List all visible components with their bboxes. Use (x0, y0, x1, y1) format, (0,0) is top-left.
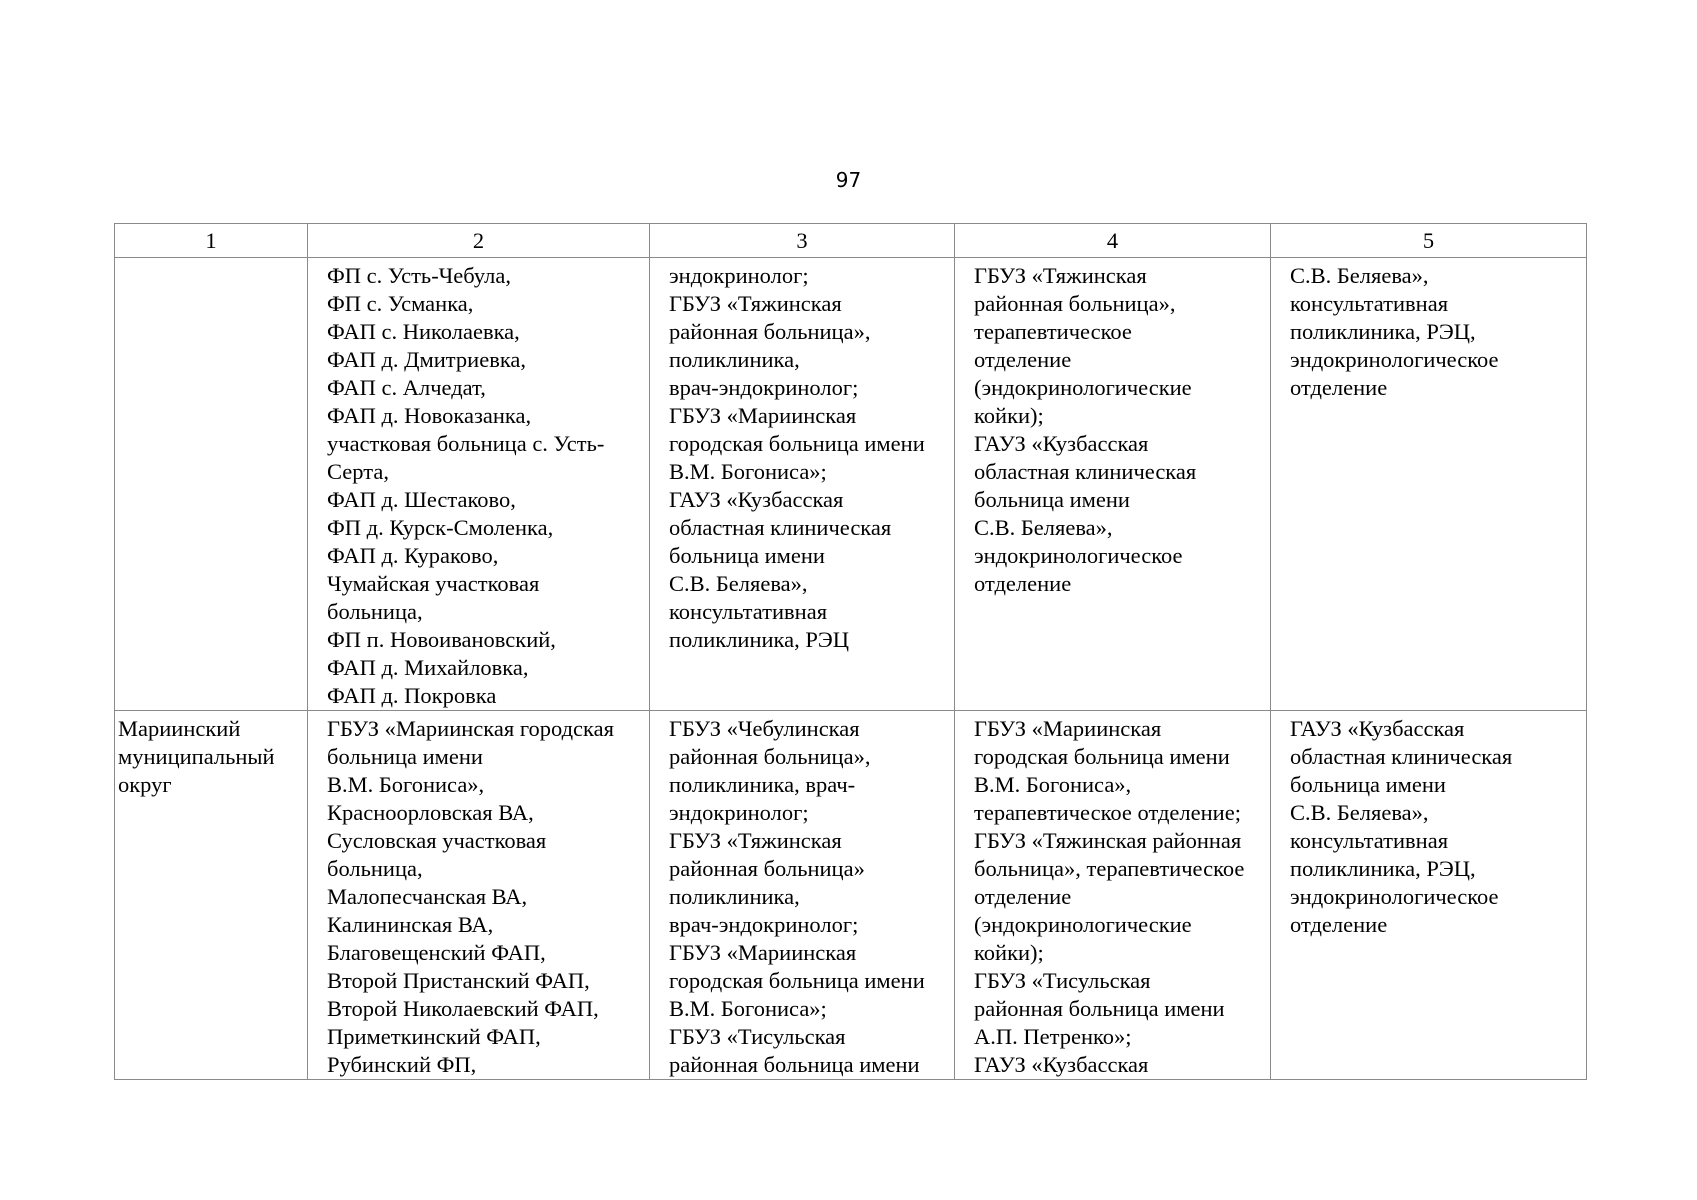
cell-text-line: Калининская ВА, (327, 912, 494, 937)
table-row (115, 711, 1587, 1080)
cell-text-line: районная больница», (669, 744, 871, 769)
cell-text-line: терапевтическое (974, 319, 1132, 344)
cell-text-line: койки); (974, 940, 1044, 965)
cell-text-line: ГБУЗ «Мариинская (669, 940, 857, 965)
cell-text-line: районная больница», (974, 291, 1176, 316)
cell-text-line: эндокринолог; (669, 263, 809, 288)
cell-text-line: поликлиника, (669, 884, 800, 909)
cell-text-line: эндокринологическое (1290, 347, 1499, 372)
cell-text-line: ГБУЗ «Тисульская (669, 1024, 846, 1049)
table-header-row (115, 224, 1587, 258)
cell-text-line: отделение (1290, 375, 1388, 400)
cell-text-line: врач-эндокринолог; (669, 912, 859, 937)
cell-text-line: (эндокринологические (974, 375, 1192, 400)
cell-text-line: поликлиника, РЭЦ, (1290, 856, 1476, 881)
cell-text-line: больница, (327, 856, 423, 881)
cell-text-line: городская больница имени (974, 744, 1230, 769)
cell-text-line: С.В. Беляева», (1290, 263, 1429, 288)
cell-text-line: поликлиника, РЭЦ (669, 627, 849, 652)
cell-text-line: ГАУЗ «Кузбасская (974, 431, 1149, 456)
cell-text-line: Чумайская участковая (327, 571, 540, 596)
cell-text-line: Красноорловская ВА, (327, 800, 534, 825)
cell-text-line: отделение (974, 571, 1072, 596)
cell-text-line: ГБУЗ «Тяжинская районная (974, 828, 1242, 853)
cell-text-line: районная больница имени (669, 1052, 920, 1077)
cell-text-line: С.В. Беляева», (669, 571, 808, 596)
cell-text-line: С.В. Беляева», (1290, 800, 1429, 825)
cell-text-line: больница имени (669, 543, 825, 568)
cell-text-line: ГАУЗ «Кузбасская (1290, 716, 1465, 741)
cell-text-line: С.В. Беляева», (974, 515, 1113, 540)
cell-text-line: Серта, (327, 459, 389, 484)
header-cell-4: 4 (955, 224, 1271, 258)
cell-text-line: ФАП д. Новоказанка, (327, 403, 532, 428)
cell-text-line: Сусловская участковая (327, 828, 547, 853)
cell-text-line: терапевтическое отделение; (974, 800, 1241, 825)
cell-text-line: врач-эндокринолог; (669, 375, 859, 400)
cell-text-line: консультативная (669, 599, 828, 624)
cell-text-line: ФП с. Усть-Чебула, (327, 263, 511, 288)
cell-text-line: городская больница имени (669, 431, 925, 456)
table-cell (955, 711, 1271, 1080)
cell-text-line: отделение (974, 347, 1072, 372)
cell-text-line: ГБУЗ «Мариинская (974, 716, 1162, 741)
cell-text-line: ГАУЗ «Кузбасская (974, 1052, 1149, 1077)
header-cell-1: 1 (115, 224, 308, 258)
cell-text-line: эндокринолог; (669, 800, 809, 825)
cell-text-line: муниципальный (118, 744, 275, 769)
cell-text-line: Приметкинский ФАП, (327, 1024, 541, 1049)
cell-text-line: ФАП д. Покровка (327, 683, 497, 708)
cell-text-line: ФП д. Курск-Смоленка, (327, 515, 554, 540)
cell-text-line: ФАП д. Кураково, (327, 543, 499, 568)
cell-text-line: В.М. Богониса», (327, 772, 485, 797)
cell-text-line: поликлиника, (669, 347, 800, 372)
cell-text-line: больница имени (974, 487, 1130, 512)
cell-text-line: ФАП д. Шестаково, (327, 487, 516, 512)
cell-text-line: ФАП с. Николаевка, (327, 319, 520, 344)
cell-text-line: отделение (974, 884, 1072, 909)
cell-text-line: участковая больница с. Усть- (327, 431, 605, 456)
cell-text-line: Рубинский ФП, (327, 1052, 477, 1077)
table-cell (1271, 258, 1587, 711)
table-cell (308, 258, 650, 711)
header-cell-5: 5 (1271, 224, 1587, 258)
cell-text-line: отделение (1290, 912, 1388, 937)
table-cell (308, 711, 650, 1080)
cell-text-line: В.М. Богониса», (974, 772, 1132, 797)
cell-text-line: ГАУЗ «Кузбасская (669, 487, 844, 512)
page-number: 97 (835, 168, 862, 192)
cell-text-line: районная больница имени (974, 996, 1225, 1021)
cell-text-line: больница, (327, 599, 423, 624)
table-cell (650, 258, 955, 711)
cell-text-line: больница имени (1290, 772, 1446, 797)
data-table (114, 223, 1587, 1080)
cell-text-line: консультативная (1290, 291, 1449, 316)
cell-text-line: городская больница имени (669, 968, 925, 993)
cell-text-line: ГБУЗ «Тяжинская (669, 828, 842, 853)
cell-text-line: ГБУЗ «Мариинская (669, 403, 857, 428)
cell-text-line: ГБУЗ «Мариинская городская (327, 716, 614, 741)
cell-text-line: районная больница», (669, 319, 871, 344)
cell-text-line: больница», терапевтическое (974, 856, 1245, 881)
cell-text-line: областная клиническая (1290, 744, 1513, 769)
cell-text-line: поликлиника, врач- (669, 772, 856, 797)
table-row (115, 258, 1587, 711)
cell-text-line: консультативная (1290, 828, 1449, 853)
table-cell (115, 711, 308, 1080)
table-cell (650, 711, 955, 1080)
cell-text-line: больница имени (327, 744, 483, 769)
cell-text-line: областная клиническая (974, 459, 1197, 484)
header-cell-2: 2 (308, 224, 650, 258)
cell-text-line: Малопесчанская ВА, (327, 884, 528, 909)
table-cell (1271, 711, 1587, 1080)
cell-text-line: районная больница» (669, 856, 865, 881)
cell-text-line: В.М. Богониса»; (669, 996, 827, 1021)
header-cell-3: 3 (650, 224, 955, 258)
cell-text-line: ФП с. Усманка, (327, 291, 474, 316)
cell-text-line: Благовещенский ФАП, (327, 940, 546, 965)
cell-text-line: ФАП с. Алчедат, (327, 375, 486, 400)
cell-text-line: ФАП д. Дмитриевка, (327, 347, 527, 372)
cell-text-line: эндокринологическое (1290, 884, 1499, 909)
cell-text-line: Второй Николаевский ФАП, (327, 996, 599, 1021)
cell-text-line: В.М. Богониса»; (669, 459, 827, 484)
cell-text-line: областная клиническая (669, 515, 892, 540)
cell-text-line: (эндокринологические (974, 912, 1192, 937)
cell-text-line: ГБУЗ «Тяжинская (974, 263, 1147, 288)
cell-text-line: округ (118, 772, 172, 797)
cell-text-line: Мариинский (118, 716, 241, 741)
cell-text-line: ФП п. Новоивановский, (327, 627, 556, 652)
table-cell (955, 258, 1271, 711)
cell-text-line: ГБУЗ «Тисульская (974, 968, 1151, 993)
cell-text-line: А.П. Петренко»; (974, 1024, 1132, 1049)
cell-text-line: койки); (974, 403, 1044, 428)
cell-text-line: Второй Пристанский ФАП, (327, 968, 590, 993)
cell-text-line: ФАП д. Михайловка, (327, 655, 529, 680)
cell-text-line: эндокринологическое (974, 543, 1183, 568)
cell-text-line: ГБУЗ «Чебулинская (669, 716, 860, 741)
cell-text-line: ГБУЗ «Тяжинская (669, 291, 842, 316)
table-cell (115, 258, 308, 711)
cell-text-line: поликлиника, РЭЦ, (1290, 319, 1476, 344)
